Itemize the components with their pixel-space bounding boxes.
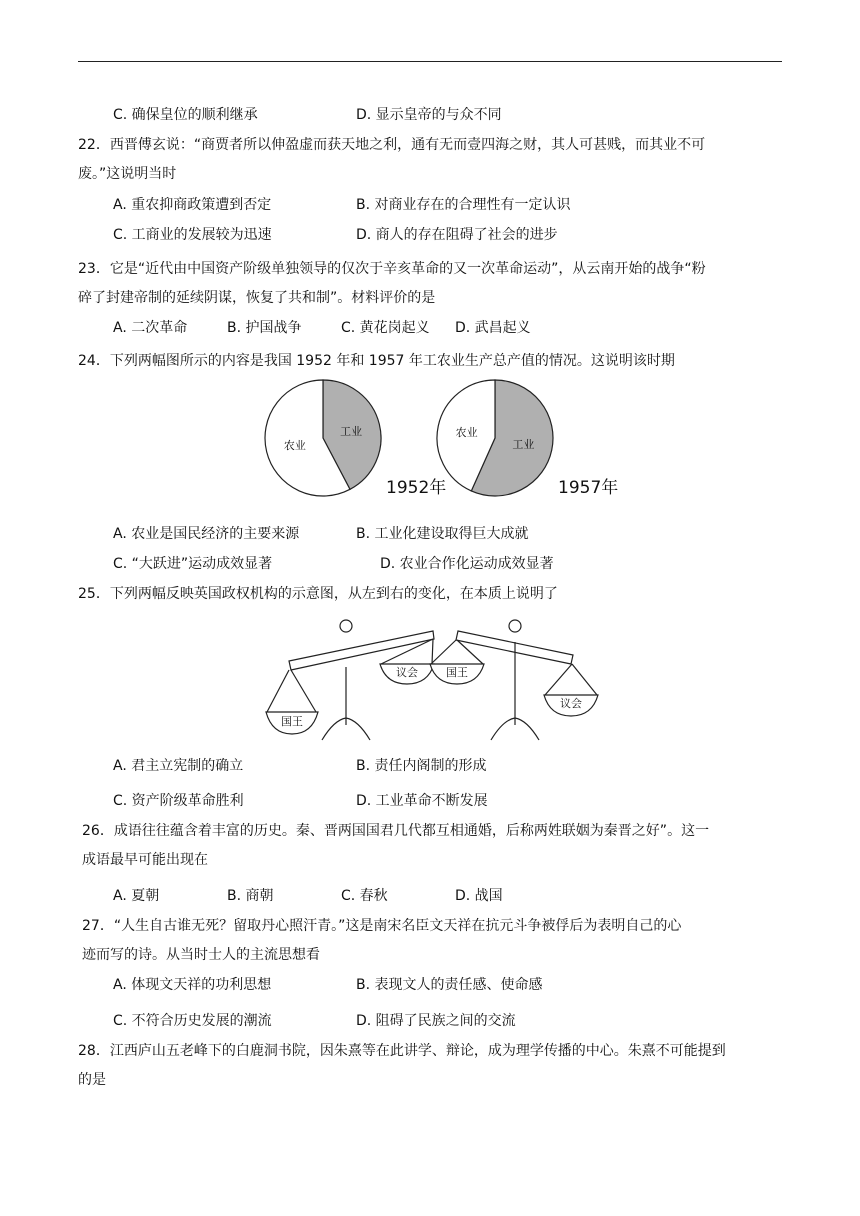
q23-stem-line2: 碎了封建帝制的延续阴谋，恢复了共和制”。材料评价的是: [78, 290, 436, 306]
pie-1952: [265, 380, 446, 498]
q25-option-c[interactable]: C. 资产阶级革命胜利: [113, 793, 244, 809]
q26-option-d[interactable]: D. 战国: [455, 888, 503, 904]
q21-option-c[interactable]: C. 确保皇位的顺利继承: [113, 107, 258, 123]
q26-option-c[interactable]: C. 春秋: [341, 888, 388, 904]
q24-option-a[interactable]: A. 农业是国民经济的主要来源: [113, 526, 300, 542]
q26-option-b[interactable]: B. 商朝: [227, 888, 274, 904]
pie-1952-caption: 1952年: [386, 478, 447, 498]
pie-1952-label-agriculture: 农业: [283, 438, 306, 452]
q25-stem: 25．下列两幅反映英国政权机构的示意图，从左到右的变化，在本质上说明了: [78, 586, 558, 602]
left-heavy-pan-label: 国王: [281, 715, 303, 728]
q27-stem-line1: 27．“人生自古谁无死？留取丹心照汗青。”这是南宋名臣文天祥在抗元斗争被俘后为表明自己的心: [82, 918, 682, 934]
pie-1957-caption: 1957年: [558, 478, 619, 498]
q24-option-c[interactable]: C. “大跃进”运动成效显著: [113, 556, 273, 572]
q21-option-d[interactable]: D. 显示皇帝的与众不同: [356, 107, 502, 123]
left-light-pan-label: 议会: [396, 666, 418, 679]
q23-option-c[interactable]: C. 黄花岗起义: [341, 320, 430, 336]
q23-option-b[interactable]: B. 护国战争: [227, 320, 302, 336]
q27-option-d[interactable]: D. 阻碍了民族之间的交流: [356, 1013, 516, 1029]
pie-1952-label-industry: 工业: [340, 425, 363, 439]
q25-option-d[interactable]: D. 工业革命不断发展: [356, 793, 488, 809]
right-light-pan-label: 国王: [446, 666, 468, 679]
q28-stem-line1: 28．江西庐山五老峰下的白鹿洞书院，因朱熹等在此讲学、辩论，成为理学传播的中心。朱熹不可能提到: [78, 1043, 726, 1059]
q26-option-a[interactable]: A. 夏朝: [113, 888, 160, 904]
pie-1957: [437, 380, 618, 498]
pie-1957-label-agriculture: 农业: [455, 425, 478, 439]
pie-1957-label-industry: 工业: [512, 438, 535, 452]
right-scale: [430, 620, 598, 740]
q23-option-a[interactable]: A. 二次革命: [113, 320, 188, 336]
header-rule: [78, 61, 782, 62]
q24-option-d[interactable]: D. 农业合作化运动成效显著: [380, 556, 554, 572]
q26-stem-line2: 成语最早可能出现在: [82, 852, 208, 868]
q24-stem: 24．下列两幅图所示的内容是我国 1952 年和 1957 年工农业生产总产值的情况。这说明该时期: [78, 353, 675, 369]
q22-stem-line2: 废。”这说明当时: [78, 166, 177, 182]
q25-option-a[interactable]: A. 君主立宪制的确立: [113, 758, 244, 774]
q23-stem-line1: 23．它是“近代由中国资产阶级单独领导的仅次于辛亥革命的又一次革命运动”，从云南开始的战争“粉: [78, 261, 706, 277]
q24-pie-charts: [0, 376, 860, 506]
q24-option-b[interactable]: B. 工业化建设取得巨大成就: [356, 526, 529, 542]
right-heavy-pan-label: 议会: [560, 697, 582, 710]
q27-option-b[interactable]: B. 表现文人的责任感、使命感: [356, 977, 543, 993]
q25-option-b[interactable]: B. 责任内阁制的形成: [356, 758, 487, 774]
q22-option-d[interactable]: D. 商人的存在阻碍了社会的进步: [356, 227, 558, 243]
q28-stem-line2: 的是: [78, 1072, 106, 1088]
q22-stem-line1: 22．西晋傅玄说：“商贾者所以伸盈虚而获天地之利，通有无而壹四海之财，其人可甚贱，而其业不可: [78, 137, 706, 153]
q25-scales-diagram: [0, 612, 860, 742]
q27-option-c[interactable]: C. 不符合历史发展的潮流: [113, 1013, 272, 1029]
q22-option-c[interactable]: C. 工商业的发展较为迅速: [113, 227, 272, 243]
q27-option-a[interactable]: A. 体现文天祥的功利思想: [113, 977, 272, 993]
q27-stem-line2: 迹而写的诗。从当时士人的主流思想看: [82, 947, 320, 963]
q22-option-a[interactable]: A. 重农抑商政策遭到否定: [113, 197, 272, 213]
q23-option-d[interactable]: D. 武昌起义: [455, 320, 531, 336]
q22-option-b[interactable]: B. 对商业存在的合理性有一定认识: [356, 197, 571, 213]
q26-stem-line1: 26．成语往往蕴含着丰富的历史。秦、晋两国国君几代都互相通婚，后称两姓联姻为秦晋之好”。这一: [82, 823, 710, 839]
